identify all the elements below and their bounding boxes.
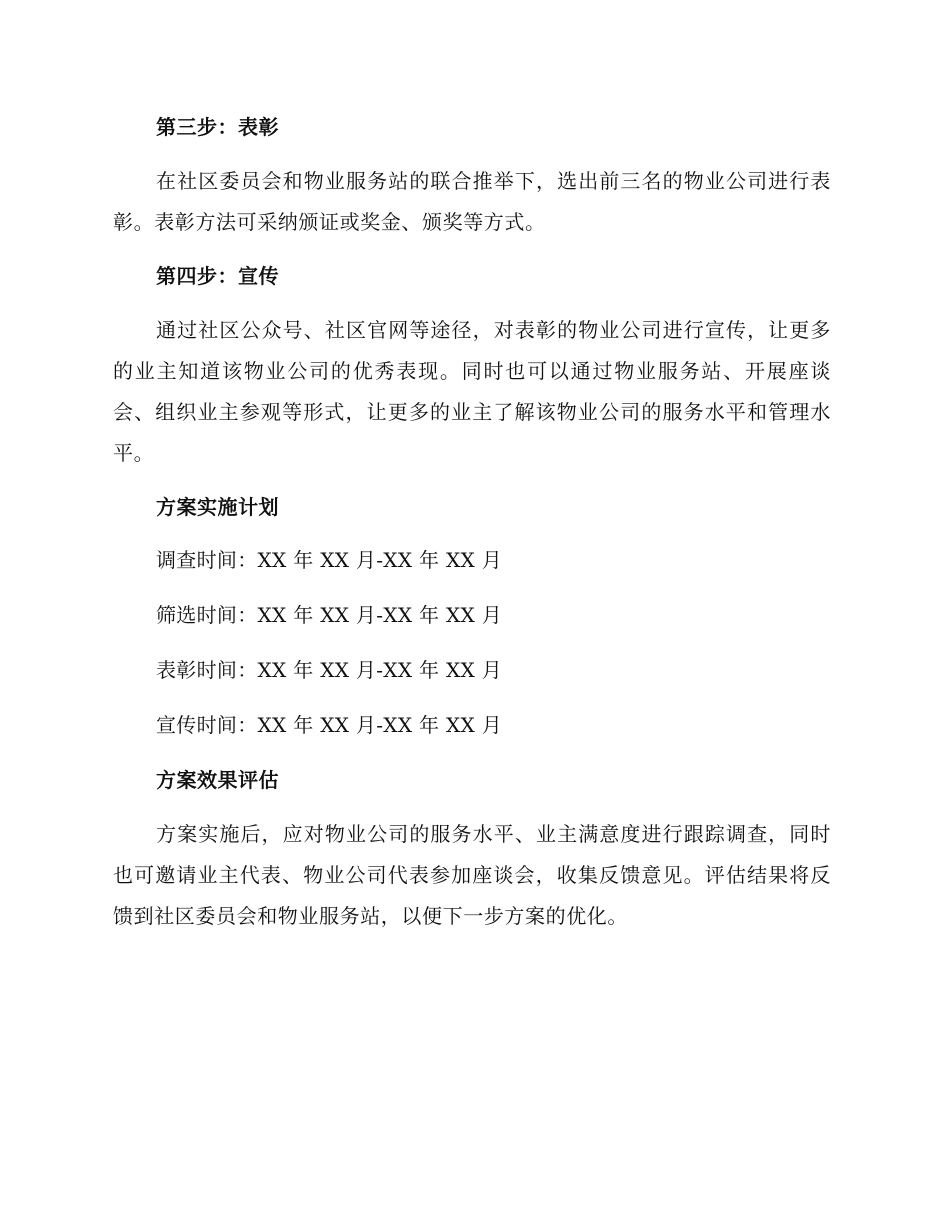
step4-heading: 第四步：宣传 [156, 264, 279, 288]
plan-item-publicity: 宣传时间：XX 年 XX 月-XX 年 XX 月 [156, 713, 503, 737]
evaluation-paragraph: 方案实施后，应对物业公司的服务水平、业主满意度进行跟踪调查，同时也可邀请业主代表、物业公司代表参加座谈会，收集反馈意见。评估结果将反馈到社区委员会和物业服务站，以便下一步方案的优化。 [113, 822, 831, 928]
step4-paragraph: 通过社区公众号、社区官网等途径，对表彰的物业公司进行宣传，让更多的业主知道该物业公司的优秀表现。同时也可以通过物业服务站、开展座谈会、组织业主参观等形式，让更多的业主了解该物业公司的服务水平和管理水平。 [113, 318, 831, 465]
plan-item-survey: 调查时间：XX 年 XX 月-XX 年 XX 月 [156, 548, 503, 572]
step3-heading: 第三步：表彰 [156, 115, 279, 139]
plan-item-commendation: 表彰时间：XX 年 XX 月-XX 年 XX 月 [156, 658, 503, 682]
evaluation-heading: 方案效果评估 [156, 768, 279, 792]
plan-heading: 方案实施计划 [156, 495, 279, 519]
document-content [113, 108, 831, 951]
step3-paragraph: 在社区委员会和物业服务站的联合推举下，选出前三名的物业公司进行表彰。表彰方法可采纳颁证或奖金、颁奖等方式。 [113, 169, 831, 234]
plan-item-screening: 筛选时间：XX 年 XX 月-XX 年 XX 月 [156, 603, 503, 627]
